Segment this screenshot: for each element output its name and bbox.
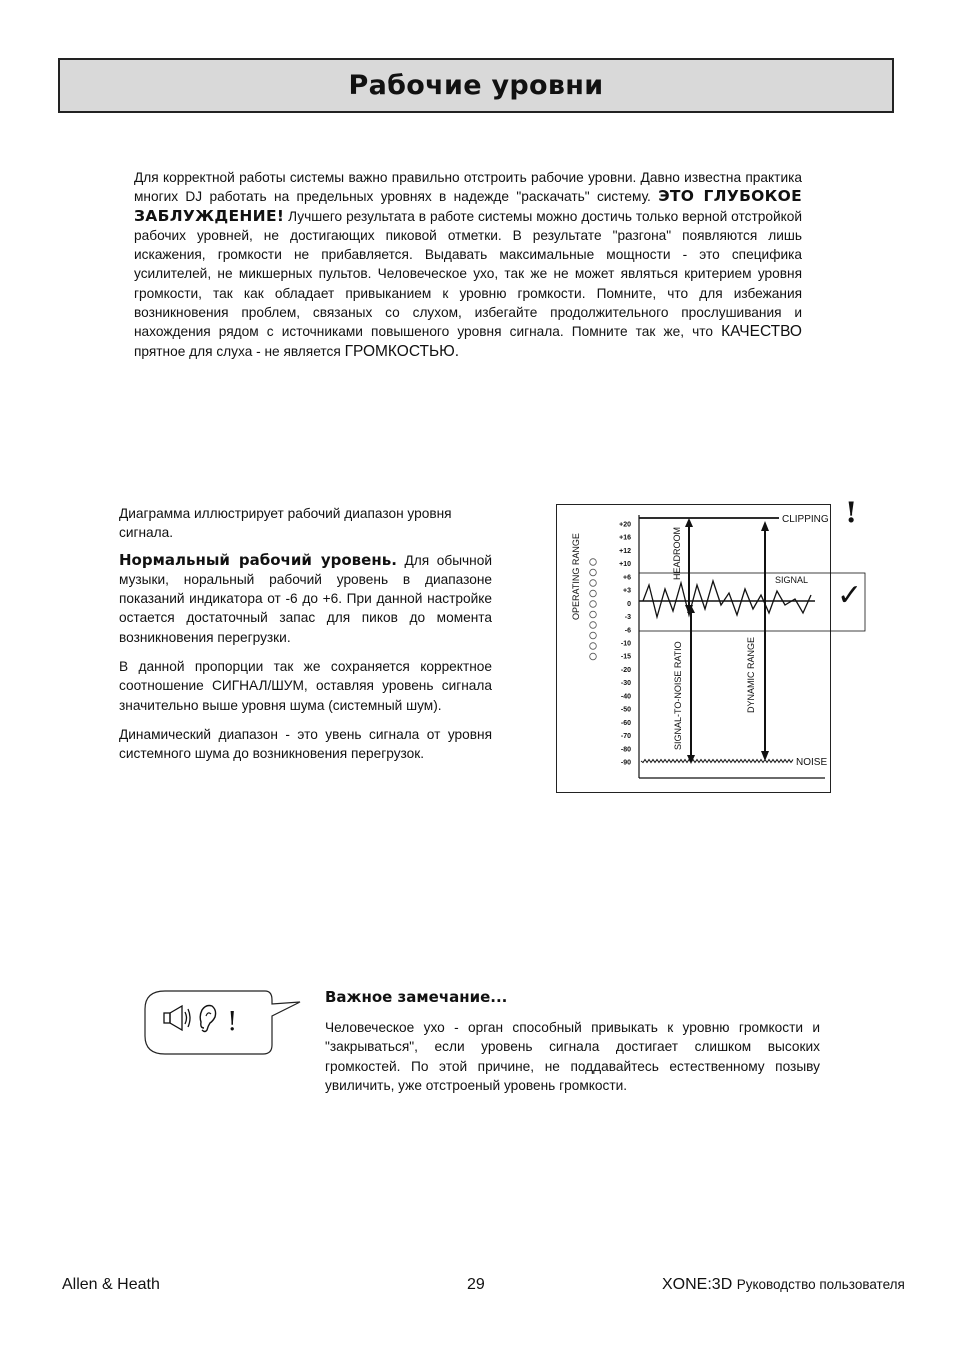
scale-label: -20 [620, 666, 631, 674]
intro-text-1: Для корректной работы системы важно правильно отстроить рабочие уровни. Давно известна практика многих DJ работать на предельных уровнях в надежде "раскачать" систему. [134, 170, 802, 205]
footer-product [662, 1276, 905, 1294]
signal-label: SIGNAL [775, 575, 809, 585]
scale-label: -6 [624, 627, 631, 635]
scale-label: -30 [620, 680, 631, 688]
meter-led [590, 611, 597, 618]
scale-label: -10 [620, 640, 631, 648]
normal-level-heading: Нормальный рабочий уровень. [119, 550, 397, 569]
intro-word-loudness: ГРОМКОСТЬЮ. [344, 342, 460, 360]
scale-label: -40 [620, 693, 631, 701]
check-icon: ✓ [837, 578, 863, 613]
meter-leds [590, 559, 597, 660]
noise-label: NOISE [796, 757, 828, 768]
meter-led [590, 580, 597, 587]
level-diagram [556, 496, 863, 793]
warning-bubble [140, 988, 305, 1063]
signal-waveform [643, 581, 811, 617]
bubble-exclamation: ! [227, 1007, 238, 1037]
noise-floor [641, 760, 793, 763]
intro-text-3: прятное для слуха - не является [134, 343, 341, 359]
meter-scale [619, 522, 631, 767]
scale-label: -3 [624, 614, 631, 622]
normal-level-paragraph [119, 551, 492, 647]
footer-product-suffix: Руководство пользователя [736, 1277, 905, 1292]
scale-label: -80 [620, 746, 631, 754]
scale-label: -70 [620, 733, 631, 741]
footer-brand: Allen & Heath [62, 1276, 160, 1293]
speech-bubble-svg [140, 988, 305, 1058]
note-body: Человеческое ухо - орган способный привыкать к уровню громкости и "закрываться", если уровень сигнала достигает слишком высоких громкостей. По этой причине, не поддавайтесь естественному позыву увиличить, уже отстроеный уровень громкости. [325, 1020, 820, 1093]
warning-icon: ! [845, 496, 858, 529]
scale-label: -60 [620, 719, 631, 727]
meter-led [590, 590, 597, 597]
operating-band [639, 573, 865, 631]
snr-paragraph: В данной пропорции так же сохраняется корректное соотношение СИГНАЛ/ШУМ, оставляя уровень сигнала значительно выше уровня шума (системный шум). [119, 659, 492, 713]
clipping-label: CLIPPING [782, 514, 829, 525]
diagram-caption: Диаграмма иллюстрирует рабочий диапазон уровня сигнала. [119, 506, 452, 541]
scale-label: +10 [619, 561, 631, 569]
scale-label: +6 [623, 574, 631, 582]
meter-led [590, 601, 597, 608]
meter-led [590, 643, 597, 650]
scale-label: -50 [620, 706, 631, 714]
dynamic-range-label: DYNAMIC RANGE [746, 636, 756, 713]
snr-label: SIGNAL-TO-NOISE RATIO [673, 641, 683, 750]
dynamic-range-arrow-head-up [761, 521, 769, 531]
meter-led [590, 622, 597, 629]
headroom-arrow-head-up [685, 518, 693, 527]
operating-level-text [119, 504, 492, 774]
footer-page-number: 29 [467, 1276, 485, 1293]
scale-label: -15 [620, 653, 631, 661]
intro-emphasis: ЭТО ГЛУБОКОЕ ЗАБЛУЖДЕНИЕ! [134, 187, 802, 225]
meter-led [590, 653, 597, 660]
scale-label: +20 [619, 521, 631, 529]
normal-level-text: Для обычной музыки, норальный рабочий уровень в диапазоне показаний индикатора от -6 до +6. При данной настройке остается достаточный запас для пиков до момента возникновения перегрузки. [119, 552, 492, 645]
scale-label: +3 [623, 587, 631, 595]
operating-range-label: OPERATING RANGE [571, 533, 581, 620]
intro-text-2: Лучшего результата в работе системы можно достичь только верной отстройкой рабочих уровней, не достигающих пиковой отметки. В результате "разгона" появляются лишь искажения, громкости не прибавляется. Выдавать максимальные мощности - это специфика усилителей, не микшерных пультов. Человеческое ухо, так же не может являться критерием уровня громкости, так как обладает привыканием к уровню громкости. Помните, что для избежания возникновения проблем, связаных со слухом, избегайте продолжительного прослушивания и нахождения рядом с источниками повышеного уровня сигнала. Помните так же, что [134, 208, 802, 340]
meter-led [590, 569, 597, 576]
footer-product-name: XONE:3D [662, 1276, 733, 1293]
meter-led [590, 632, 597, 639]
headroom-label: HEADROOM [672, 526, 682, 580]
scale-label: -90 [620, 759, 631, 767]
scale-label: 0 [627, 600, 631, 608]
note-title: Важное замечание... [325, 988, 508, 1006]
level-diagram-svg [557, 496, 863, 794]
meter-led [590, 559, 597, 566]
scale-label: +12 [619, 547, 631, 555]
intro-paragraph [134, 168, 802, 361]
page-title: Рабочие уровни [348, 70, 604, 101]
title-banner [58, 58, 894, 113]
scale-label: +16 [619, 534, 631, 542]
dynamic-range-paragraph: Динамический диапазон - это увень сигнала от уровня системного шума до возникновения перегрузок. [119, 726, 492, 762]
intro-word-quality: КАЧЕСТВО [721, 323, 802, 341]
